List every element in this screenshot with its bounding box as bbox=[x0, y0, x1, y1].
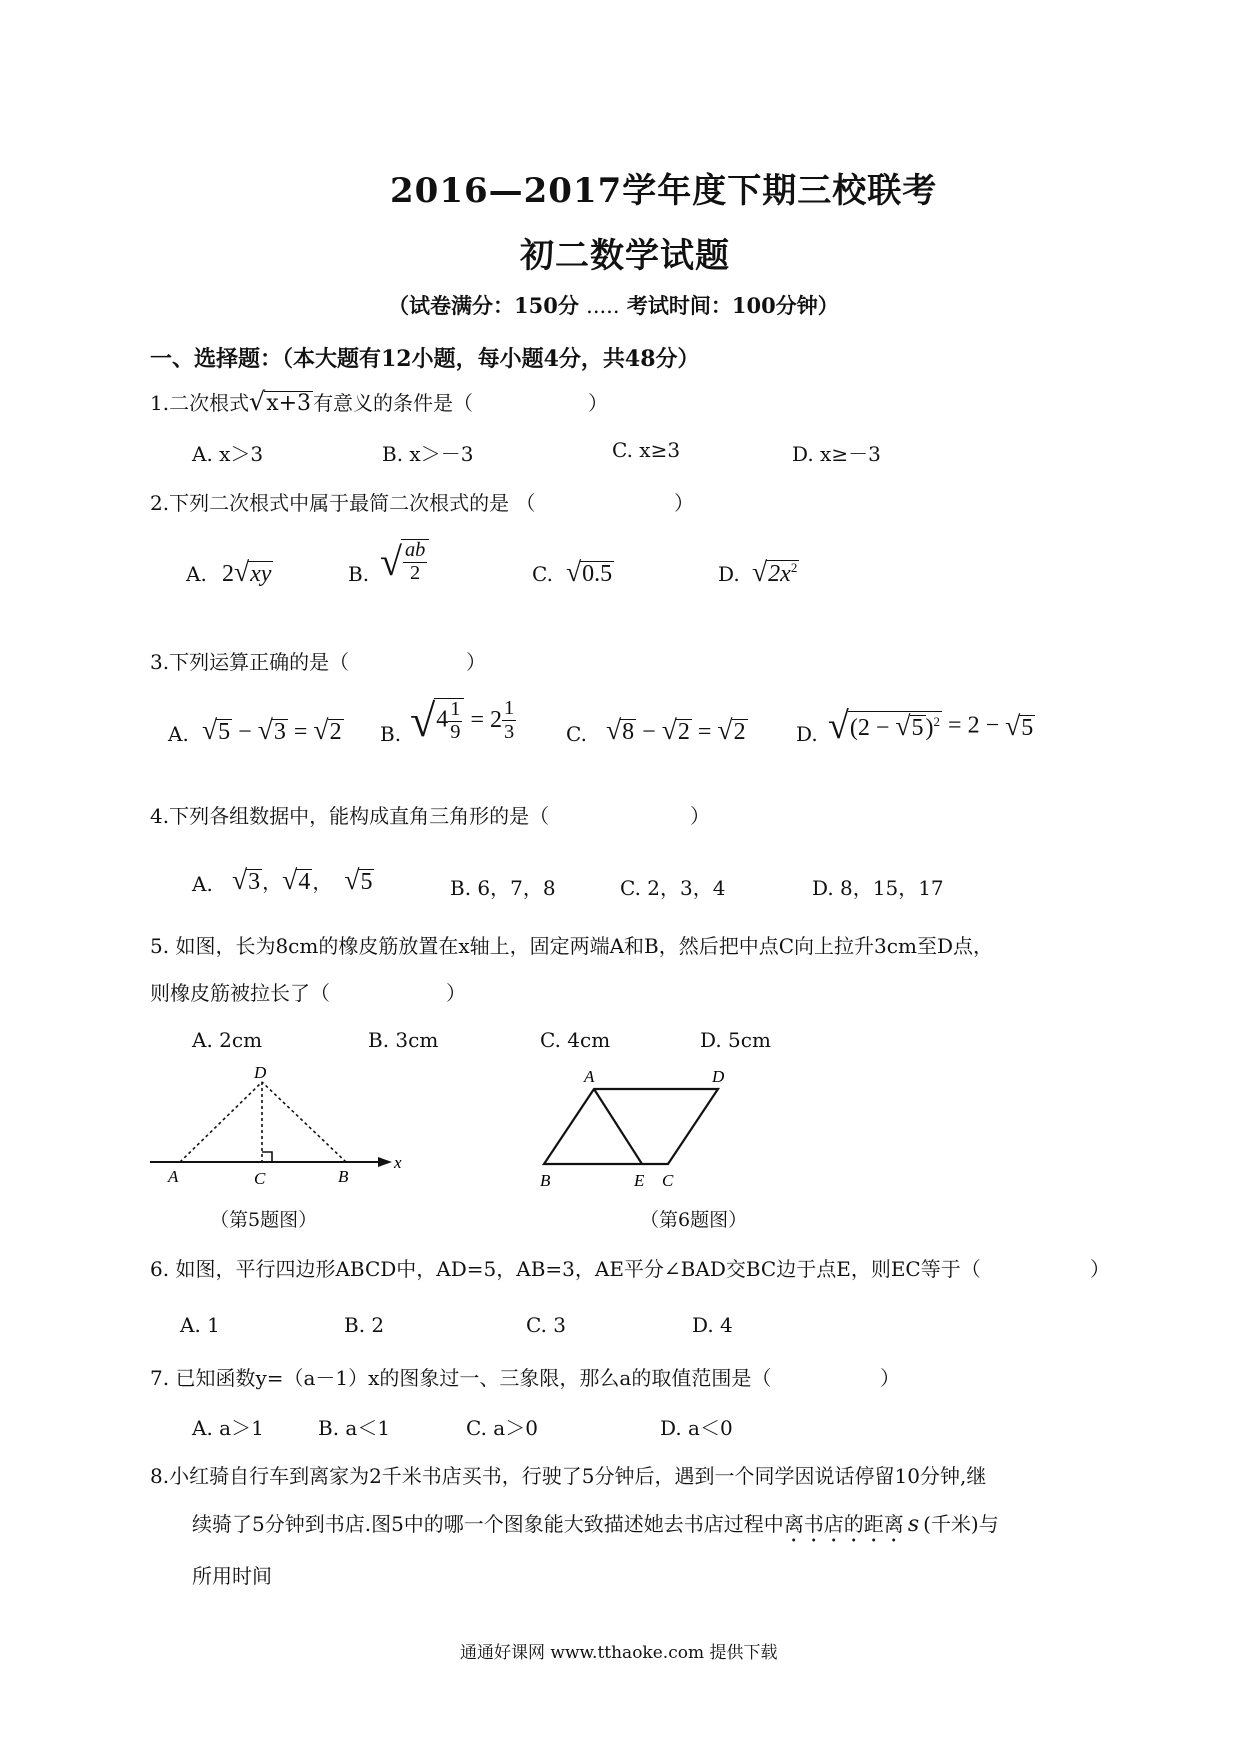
q2-label-a: A. bbox=[186, 562, 207, 586]
question-8-line1: 8.小红骑自行车到离家为2千米书店买书，行驶了5分钟后，遇到一个同学因说话停留10分钟,继 bbox=[150, 1464, 987, 1488]
q2-close: ） bbox=[674, 491, 694, 515]
q6-option-a: A. 1 bbox=[180, 1313, 220, 1337]
q1-option-c: C. x≥3 bbox=[612, 438, 681, 462]
label-b: B bbox=[540, 1171, 551, 1190]
segment-ae bbox=[594, 1089, 642, 1164]
dot-leader: ..... bbox=[586, 294, 620, 318]
label-e: E bbox=[634, 1171, 645, 1190]
question-6: 6. 如图，平行四边形ABCD中，AD=5，AB=3，AE平分∠BAD交BC边于点E，则EC等于（ bbox=[150, 1257, 981, 1281]
q2-option-b: √ $\frac{ab}{2}$ bbox=[380, 538, 429, 585]
q3-c-rad3: 2 bbox=[733, 719, 746, 745]
q3-b-whole: 4 bbox=[436, 706, 449, 733]
section-title: 一、选择题：（本大题有12小题，每小题4分，共48分） bbox=[150, 346, 700, 372]
q2-d-radicand: 2x bbox=[768, 561, 791, 587]
q3-a-minus: − bbox=[238, 719, 252, 745]
q3-a-rad1: 5 bbox=[218, 719, 231, 745]
q7-option-b: B. a＜1 bbox=[318, 1416, 391, 1440]
q3-option-c: √8 − √2 = √2 bbox=[606, 714, 746, 745]
q3-d-inner-rad: 5 bbox=[911, 714, 924, 741]
figure-5 bbox=[140, 1060, 410, 1195]
label-x: x bbox=[394, 1153, 402, 1172]
footer-text: 通通好课网 www.tthaoke.com 提供下载 bbox=[460, 1643, 778, 1663]
q4-option-d: D. 8，15，17 bbox=[812, 876, 944, 900]
score-info bbox=[388, 290, 839, 320]
q3-b-num: 1 bbox=[450, 698, 461, 721]
q2-c-radicand: 0.5 bbox=[582, 561, 613, 587]
q4-option-b: B. 6，7，8 bbox=[450, 876, 556, 900]
q7-option-c: C. a＞0 bbox=[466, 1416, 538, 1440]
question-5-line2: 则橡皮筋被拉长了（ bbox=[150, 981, 330, 1005]
q3-c-minus: − bbox=[642, 719, 656, 745]
q3-b-rden: 3 bbox=[504, 721, 515, 743]
label-d: D bbox=[712, 1067, 725, 1086]
label-b: B bbox=[338, 1167, 349, 1186]
parallelogram-abcd bbox=[544, 1089, 718, 1164]
q3-a-rad3: 2 bbox=[329, 719, 342, 745]
question-5-line1: 5. 如图，长为8cm的橡皮筋放置在x轴上，固定两端A和B，然后把中点C向上拉升3cm至D点， bbox=[150, 934, 993, 958]
q7-option-a: A. a＞1 bbox=[192, 1416, 264, 1440]
question-8-line3: 所用时间 bbox=[192, 1564, 272, 1588]
q2-b-num: ab bbox=[404, 539, 426, 562]
question-3: 3.下列运算正确的是（ bbox=[150, 650, 350, 674]
q3-label-c: C. bbox=[566, 722, 587, 746]
q2-option-c: √0.5 bbox=[566, 556, 613, 587]
q3-d-inner-close: ) bbox=[925, 714, 934, 741]
q4-a-sep1: ， bbox=[262, 872, 283, 894]
question-2: 2.下列二次根式中属于最简二次根式的是 （ bbox=[150, 491, 536, 515]
q1-close: ） bbox=[588, 391, 608, 415]
q2-b-den: 2 bbox=[410, 561, 421, 584]
q8-var-s: s bbox=[907, 1512, 920, 1537]
q1-option-d: D. x≥－3 bbox=[792, 442, 881, 466]
q4-a-rad2: 4 bbox=[298, 869, 311, 895]
figure-6 bbox=[530, 1060, 770, 1195]
q3-label-d: D. bbox=[796, 722, 818, 746]
exam-title: 2016—2017学年度下期三校联考 bbox=[390, 171, 938, 211]
q3-option-a: √5 − √3 = √2 bbox=[202, 714, 342, 745]
q2-option-a: 2√xy bbox=[222, 556, 272, 587]
q2-label-d: D. bbox=[718, 562, 740, 586]
q3-option-d: $√(2 - √5)^2 = 2 - √5$ bbox=[828, 705, 1034, 747]
q6-close: ） bbox=[1090, 1257, 1110, 1281]
exam-subtitle: 初二数学试题 bbox=[520, 236, 730, 276]
score-text: （试卷满分：150分 bbox=[388, 293, 579, 318]
label-c: C bbox=[254, 1169, 266, 1188]
label-d: D bbox=[254, 1063, 267, 1082]
q1-option-b: B. x＞－3 bbox=[382, 442, 474, 466]
label-a: A bbox=[584, 1067, 595, 1086]
right-angle-mark bbox=[262, 1152, 272, 1162]
q8-emphasis: 离书店的距离 bbox=[783, 1512, 904, 1536]
q4-a-rad1: 3 bbox=[248, 869, 261, 895]
q3-c-rad1: 8 bbox=[622, 719, 635, 745]
q1-option-a: A. x＞3 bbox=[192, 442, 264, 466]
question-7: 7. 已知函数y=（a－1）x的图象过一、三象限，那么a的取值范围是（ bbox=[150, 1366, 772, 1390]
figure-6-caption: （第6题图） bbox=[640, 1209, 748, 1231]
q2-option-d: $√2x^2$ bbox=[752, 556, 798, 587]
q5-option-b: B. 3cm bbox=[368, 1028, 439, 1052]
q2-label-c: C. bbox=[532, 562, 553, 586]
q5-option-c: C. 4cm bbox=[540, 1028, 611, 1052]
q3-d-inner: (2 − bbox=[849, 714, 890, 741]
segment-ad bbox=[180, 1082, 262, 1162]
q8-line2-b: (千米)与 bbox=[923, 1512, 999, 1536]
q3-a-rad2: 3 bbox=[273, 719, 286, 745]
q3-d-eq: = 2 − bbox=[948, 712, 1000, 739]
q5-close: ） bbox=[446, 981, 466, 1005]
x-axis-arrow bbox=[378, 1157, 392, 1167]
segment-bd bbox=[262, 1082, 346, 1162]
q5-option-d: D. 5cm bbox=[700, 1028, 771, 1052]
q2-a-radicand: xy bbox=[250, 561, 272, 587]
q1-radical: √x+3 bbox=[249, 387, 312, 416]
question-1 bbox=[150, 387, 473, 416]
q4-option-c: C. 2，3，4 bbox=[620, 876, 726, 900]
q3-c-eq: = bbox=[697, 719, 712, 745]
q3-c-rad2: 2 bbox=[677, 719, 690, 745]
q6-option-d: D. 4 bbox=[692, 1313, 733, 1337]
question-4: 4.下列各组数据中，能构成直角三角形的是（ bbox=[150, 804, 550, 828]
q1-prefix: 1.二次根式 bbox=[150, 391, 250, 415]
q5-option-a: A. 2cm bbox=[192, 1028, 263, 1052]
q2-d-exponent: 2 bbox=[790, 560, 798, 575]
time-text: 考试时间：100分钟） bbox=[626, 293, 839, 318]
question-8-line2 bbox=[192, 1508, 999, 1547]
q7-option-d: D. a＜0 bbox=[660, 1416, 733, 1440]
q2-a-coef: 2 bbox=[222, 561, 234, 587]
label-a: A bbox=[168, 1167, 179, 1186]
q3-b-den: 9 bbox=[450, 720, 461, 743]
q4-a-sep2: ， bbox=[312, 872, 333, 894]
q3-d-rad: 5 bbox=[1021, 715, 1034, 741]
label-c: C bbox=[662, 1171, 674, 1190]
q2-label-b: B. bbox=[348, 562, 370, 586]
q3-b-eq: = 2 bbox=[470, 707, 502, 733]
q4-a-rad3: 5 bbox=[360, 869, 373, 895]
q8-line2-a: 续骑了5分钟到书店.图5中的哪一个图象能大致描述她去书店过程中 bbox=[192, 1512, 784, 1536]
q3-label-b: B. bbox=[380, 722, 402, 746]
q3-option-b: √4 $\frac{1}{9}$ = 2 $\frac{1}{3}$ bbox=[410, 695, 515, 746]
q6-option-b: B. 2 bbox=[344, 1313, 385, 1337]
figure-5-caption: （第5题图） bbox=[210, 1209, 318, 1231]
q3-b-rnum: 1 bbox=[504, 697, 515, 719]
q4-option-a: √3 ，√4 ， √5 bbox=[232, 864, 373, 895]
q4-close: ） bbox=[690, 804, 710, 828]
q3-label-a: A. bbox=[168, 722, 189, 746]
q1-radicand: x+3 bbox=[266, 391, 312, 416]
q1-suffix: 有意义的条件是（ bbox=[313, 391, 474, 415]
q3-d-exp: 2 bbox=[933, 713, 941, 729]
q3-a-eq: = bbox=[293, 719, 308, 745]
q6-option-c: C. 3 bbox=[526, 1313, 567, 1337]
q3-close: ） bbox=[466, 650, 486, 674]
q7-close: ） bbox=[880, 1366, 900, 1390]
q4-label-a: A. bbox=[192, 872, 213, 896]
